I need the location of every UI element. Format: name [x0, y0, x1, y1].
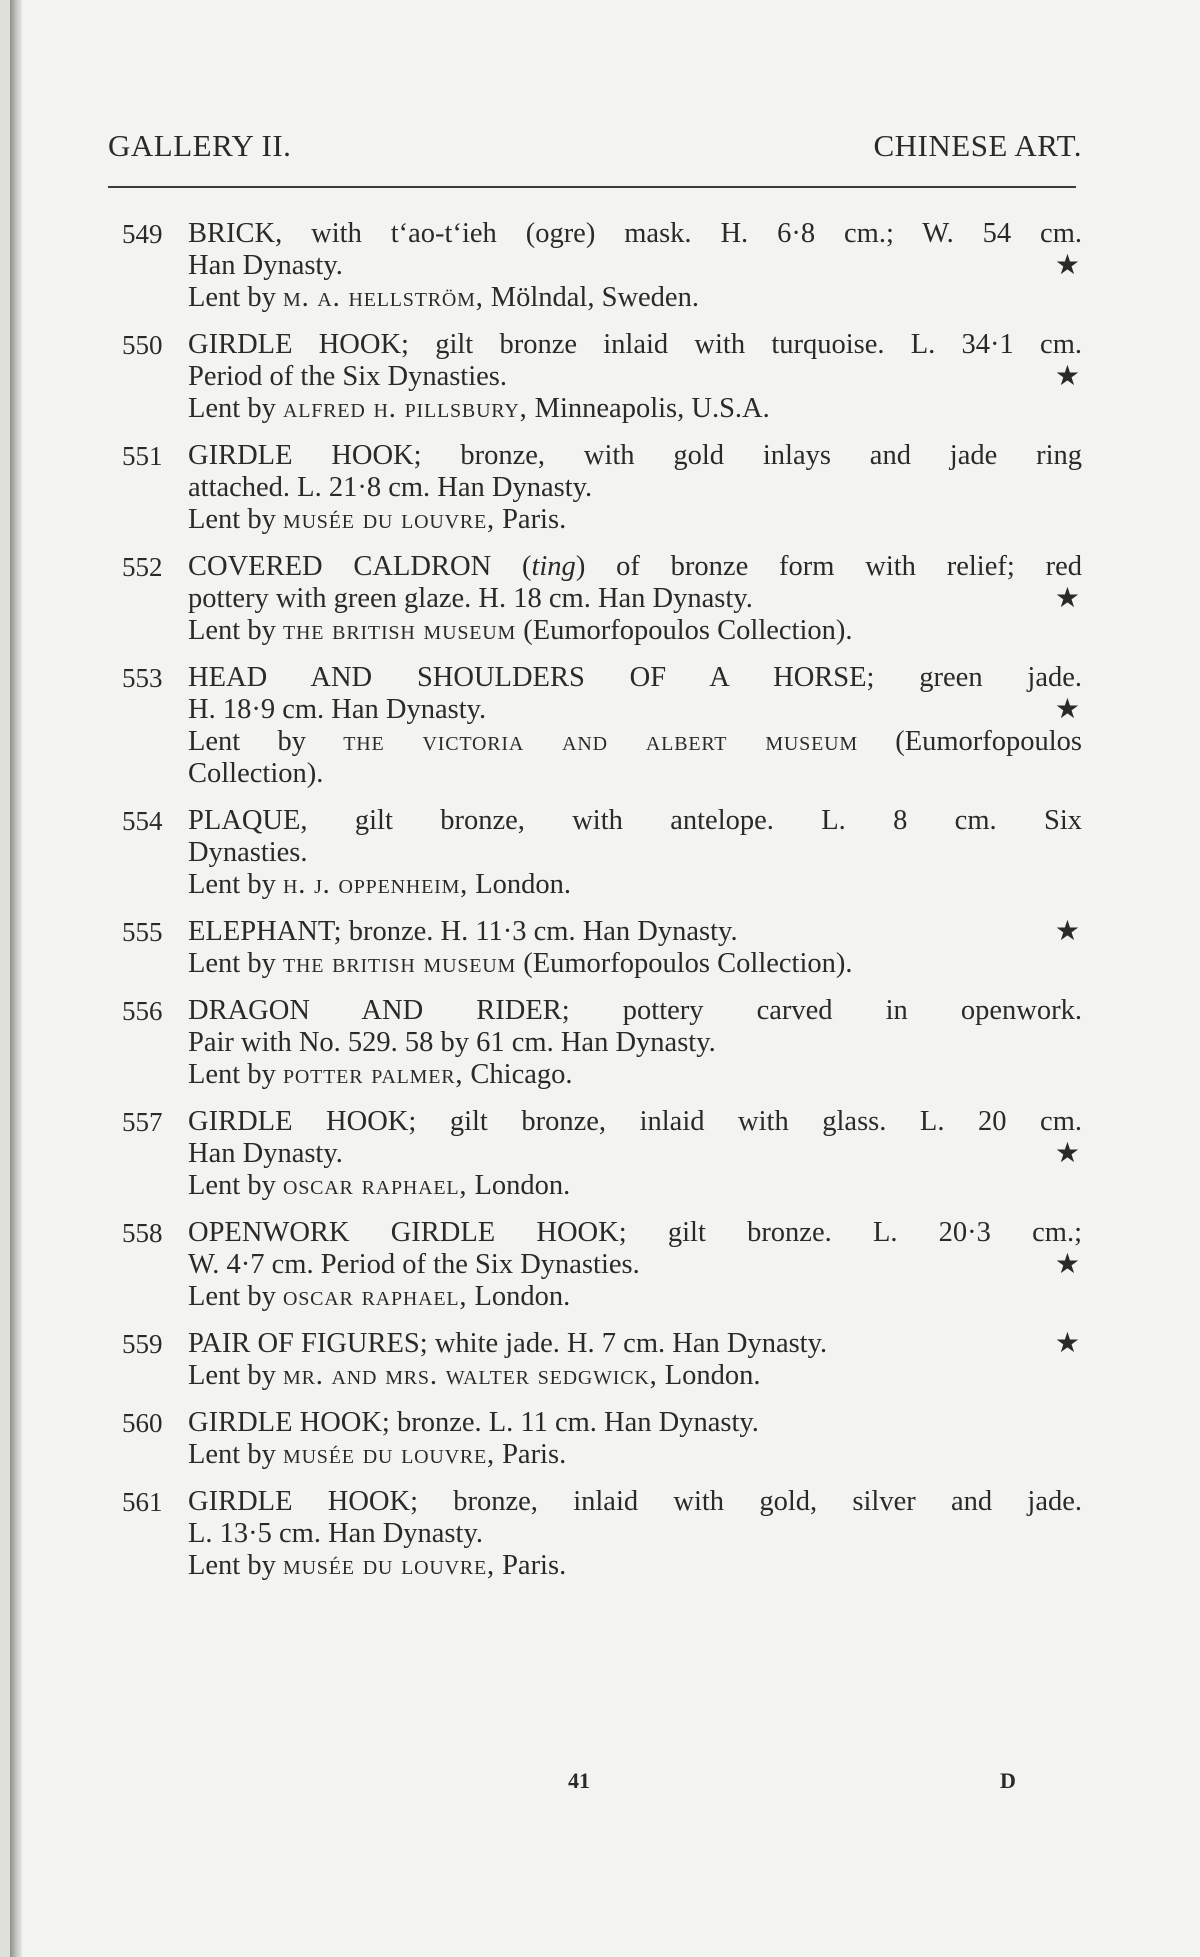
lender-place: London.: [664, 1360, 761, 1391]
entry-title: DRAGON AND RIDER; pottery carved in openwork.: [188, 995, 1082, 1026]
star-icon: ★: [1054, 916, 1080, 947]
entry-lender-line: Lent by musée du louvre, Paris.: [188, 1439, 567, 1470]
star-icon: ★: [1054, 361, 1080, 392]
entry-title: GIRDLE HOOK; bronze. L. 11 cm. Han Dynasty.: [188, 1407, 759, 1438]
entry-number: 551: [122, 441, 163, 471]
header-section: CHINESE ART.: [873, 128, 1082, 163]
entry-number: 555: [122, 917, 163, 947]
entry-title: PLAQUE, gilt bronze, with antelope. L. 8 cm. Six: [188, 805, 1082, 836]
header-rule: [108, 186, 1076, 188]
entry-title: PAIR OF FIGURES; white jade. H. 7 cm. Han Dynasty.: [188, 1328, 828, 1359]
star-icon: ★: [1054, 250, 1080, 281]
entry-557: [122, 1106, 1082, 1202]
signature-mark: D: [1000, 1768, 1016, 1793]
lender-name: the british museum: [282, 615, 517, 646]
entry-detail: pottery with green glaze. H. 18 cm. Han Dynasty.: [188, 583, 753, 614]
lender-name: oscar raphael,: [282, 1281, 468, 1312]
entry-detail: L. 13·5 cm. Han Dynasty.: [188, 1518, 483, 1549]
entry-title: GIRDLE HOOK; bronze, with gold inlays and jade ring: [188, 440, 1082, 471]
lender-place: London.: [475, 869, 572, 900]
entry-lender-line: Lent by mr. and mrs. walter sedgwick, London.: [188, 1360, 761, 1391]
entry-lender-line: Lent by oscar raphael, London.: [188, 1281, 571, 1312]
entry-lender-line: Lent by h. j. oppenheim, London.: [188, 869, 572, 900]
lender-place: Paris.: [502, 1439, 567, 1470]
lender-name: musée du louvre,: [282, 1439, 495, 1470]
lender-place: (Eumorfopoulos: [895, 726, 1083, 757]
entry-detail: attached. L. 21·8 cm. Han Dynasty.: [188, 472, 593, 503]
entry-lender-line: Lent by musée du louvre, Paris.: [188, 504, 567, 535]
entry-number: 559: [122, 1329, 163, 1359]
entry-title: BRICK, with t‘ao-t‘ieh (ogre) mask. H. 6·8 cm.; W. 54 cm.: [188, 218, 1082, 249]
entry-detail: Han Dynasty.: [188, 1138, 343, 1169]
entry-title: GIRDLE HOOK; bronze, inlaid with gold, silver and jade.: [188, 1486, 1082, 1517]
entry-title: ELEPHANT; bronze. H. 11·3 cm. Han Dynasty.: [188, 916, 738, 947]
header-gallery: GALLERY II.: [108, 128, 292, 163]
lender-place: (Eumorfopoulos Collection).: [523, 948, 853, 979]
lender-name: oscar raphael,: [282, 1170, 468, 1201]
entry-559: [122, 1328, 1082, 1392]
entry-detail: W. 4·7 cm. Period of the Six Dynasties.: [188, 1249, 640, 1280]
lender-name: mr. and mrs. walter sedgwick,: [282, 1360, 658, 1391]
lender-name: alfred h. pillsbury,: [282, 393, 528, 424]
star-icon: ★: [1054, 1249, 1080, 1280]
entry-551: [122, 440, 1082, 536]
entry-number: 558: [122, 1218, 163, 1248]
catalogue-page: [10, 0, 1200, 1957]
lender-place: Chicago.: [470, 1059, 573, 1090]
entry-555: [122, 916, 1082, 980]
entry-number: 557: [122, 1107, 163, 1137]
lender-name: musée du louvre,: [282, 504, 495, 535]
star-icon: ★: [1054, 583, 1080, 614]
entry-lender-line: Lent by alfred h. pillsbury, Minneapolis, U.S.A.: [188, 393, 770, 424]
lender-place: Mölndal, Sweden.: [490, 282, 699, 313]
entry-detail: Period of the Six Dynasties.: [188, 361, 508, 392]
entry-detail: Pair with No. 529. 58 by 61 cm. Han Dynasty.: [188, 1027, 716, 1058]
lender-name: m. a. hellström,: [282, 282, 484, 313]
entry-561: [122, 1486, 1082, 1582]
entry-number: 549: [122, 219, 163, 249]
page-number: 41: [568, 1768, 590, 1793]
lender-name: the victoria and albert museum: [343, 726, 858, 757]
lender-place: (Eumorfopoulos Collection).: [523, 615, 853, 646]
entry-detail: Han Dynasty.: [188, 250, 343, 281]
entry-lender-line: Lent by musée du louvre, Paris.: [188, 1550, 567, 1581]
entry-553: [122, 662, 1082, 790]
entry-title: GIRDLE HOOK; gilt bronze inlaid with turquoise. L. 34·1 cm.: [188, 329, 1082, 360]
lender-place: Paris.: [502, 1550, 567, 1581]
entry-lender-line: Lent by the victoria and albert museum (Eumorfopoulos: [188, 726, 1083, 757]
entry-lender-line: Lent by m. a. hellström, Mölndal, Sweden.: [188, 282, 699, 313]
entry-lender-continued: Collection).: [188, 758, 324, 789]
entry-549: [122, 218, 1082, 314]
entry-number: 554: [122, 806, 163, 836]
entry-560: [122, 1407, 1082, 1471]
star-icon: ★: [1054, 1328, 1080, 1359]
lender-place: London.: [474, 1170, 571, 1201]
lender-place: Minneapolis, U.S.A.: [534, 393, 770, 424]
entry-lender-line: Lent by potter palmer, Chicago.: [188, 1059, 573, 1090]
book-spine-shadow: [10, 0, 22, 1957]
entry-title: COVERED CALDRON (ting) of bronze form with relief; red: [188, 551, 1082, 582]
entry-number: 552: [122, 552, 163, 582]
lender-name: potter palmer,: [282, 1059, 464, 1090]
entry-title: GIRDLE HOOK; gilt bronze, inlaid with glass. L. 20 cm.: [188, 1106, 1082, 1137]
lender-place: London.: [474, 1281, 571, 1312]
entry-number: 550: [122, 330, 163, 360]
lender-name: musée du louvre,: [282, 1550, 495, 1581]
entry-title: OPENWORK GIRDLE HOOK; gilt bronze. L. 20·3 cm.;: [188, 1217, 1082, 1248]
catalogue-entries: [122, 218, 1082, 1597]
entry-detail: H. 18·9 cm. Han Dynasty.: [188, 694, 487, 725]
lender-name: h. j. oppenheim,: [282, 869, 469, 900]
entry-554: [122, 805, 1082, 901]
lender-name: the british museum: [282, 948, 517, 979]
entry-550: [122, 329, 1082, 425]
entry-lender-line: Lent by the british museum (Eumorfopoulos Collection).: [188, 615, 853, 646]
entry-lender-line: Lent by the british museum (Eumorfopoulos Collection).: [188, 948, 853, 979]
entry-number: 556: [122, 996, 163, 1026]
entry-number: 561: [122, 1487, 163, 1517]
entry-556: [122, 995, 1082, 1091]
entry-number: 553: [122, 663, 163, 693]
entry-552: [122, 551, 1082, 647]
star-icon: ★: [1054, 1138, 1080, 1169]
entry-lender-line: Lent by oscar raphael, London.: [188, 1170, 571, 1201]
entry-number: 560: [122, 1408, 163, 1438]
entry-title: HEAD AND SHOULDERS OF A HORSE; green jade.: [188, 662, 1082, 693]
entry-558: [122, 1217, 1082, 1313]
star-icon: ★: [1054, 694, 1080, 725]
entry-detail: Dynasties.: [188, 837, 308, 868]
lender-place: Paris.: [502, 504, 567, 535]
